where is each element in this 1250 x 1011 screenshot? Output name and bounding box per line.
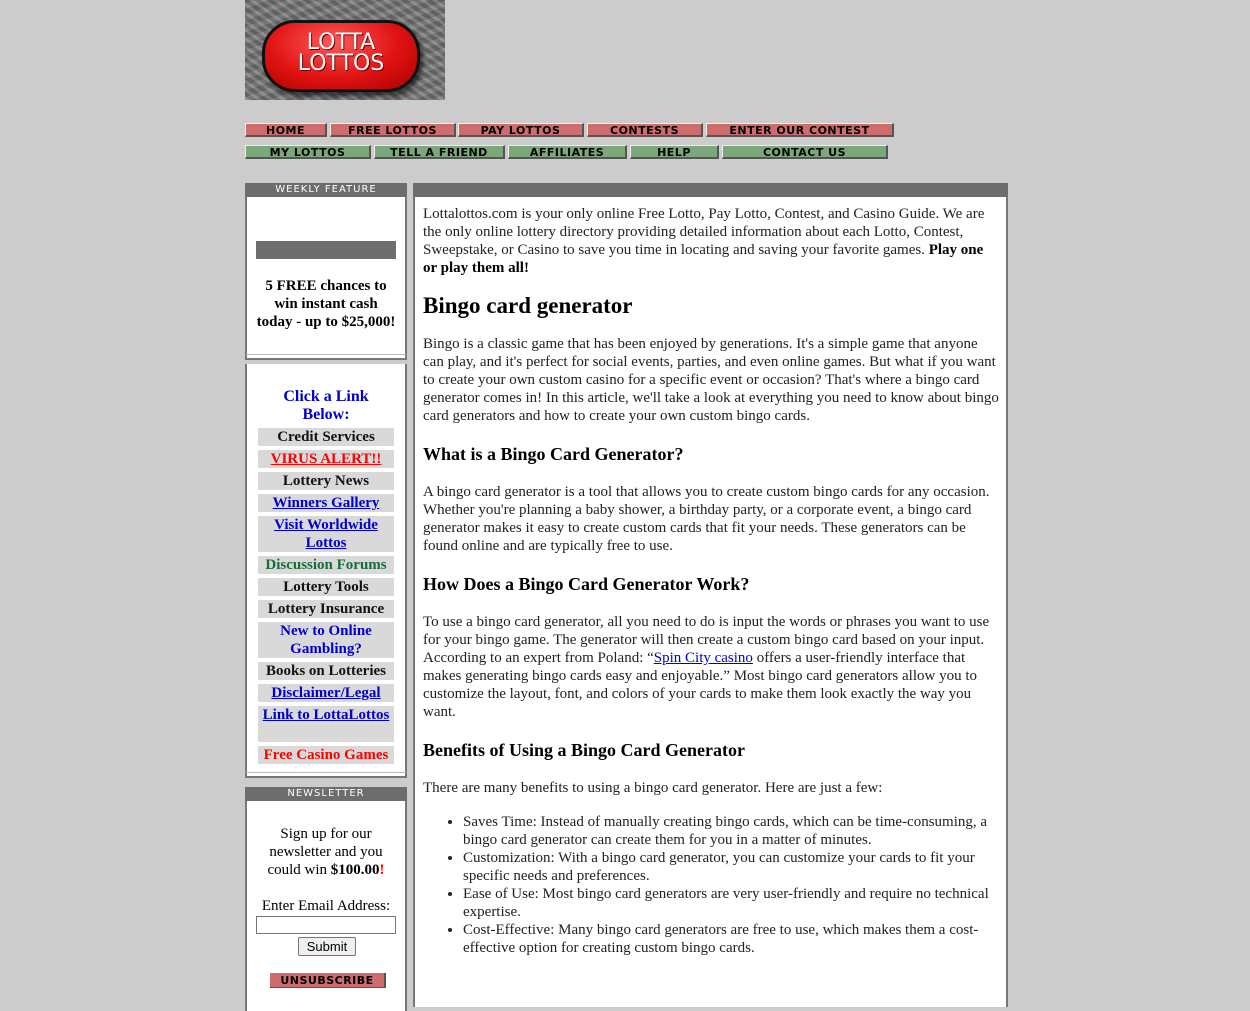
benefits-list xyxy=(423,813,1000,957)
paragraph-3-text-a: To use a bingo card generator, all you need to do is input the words or phrases you want to use for your bingo game. The generator will then create a custom bingo card based on your input. According to an expert from Poland: “ xyxy=(423,614,990,666)
newsletter-box xyxy=(245,801,407,1011)
intro-paragraph xyxy=(423,205,1000,277)
newsletter-exclamation: ! xyxy=(379,862,385,878)
intro-text: Lottalottos.com is your only online Free Lotto, Pay Lotto, Contest, and Casino Guide. We are the only online lottery directory providing detailed information about each Lotto, Contest, Sweepstake, or Casino to save you time in locating and saving your favorite games. xyxy=(423,206,985,258)
email-input[interactable] xyxy=(256,916,396,934)
nav-free-lottos-button[interactable]: FREE LOTTOS xyxy=(330,123,456,137)
nav-enter-contest-button[interactable]: ENTER OUR CONTEST xyxy=(706,123,894,137)
link-new-to-online-gambling[interactable]: New to Online Gambling? xyxy=(258,622,394,658)
article-paragraph-4: There are many benefits to using a bingo card generator. Here are just a few: xyxy=(423,780,883,796)
link-free-casino-games[interactable]: Free Casino Games xyxy=(258,746,394,764)
newsletter-heading: NEWSLETTER xyxy=(245,787,407,801)
newsletter-text-main: Sign up for our newsletter and you could win xyxy=(267,826,383,878)
nav-tell-a-friend-button[interactable]: TELL A FRIEND xyxy=(374,145,505,159)
weekly-feature-box-bottom xyxy=(245,354,407,360)
submit-button[interactable]: Submit xyxy=(298,937,356,956)
newsletter-prize-amount: $100.00 xyxy=(330,862,380,878)
link-disclaimer-legal[interactable]: Disclaimer/Legal xyxy=(258,684,394,702)
article-paragraph-1: Bingo is a classic game that has been enjoyed by generations. It's a simple game that anyone can play, and it's perfect for social events, parties, and even online games. But what if you want to create your own custom casino for a specific event or occasion? That's where a bingo card generator comes in! In this article, we'll take a look at everything you need to know about bingo card generators and how to create your own custom bingo cards. xyxy=(423,336,999,424)
nav-affiliates-button[interactable]: AFFILIATES xyxy=(508,145,627,159)
nav-contests-button[interactable]: CONTESTS xyxy=(587,123,703,137)
link-virus-alert[interactable]: VIRUS ALERT!! xyxy=(258,450,394,468)
link-visit-worldwide-lottos[interactable]: Visit Worldwide Lottos xyxy=(258,516,394,552)
link-lottery-news[interactable]: Lottery News xyxy=(258,472,394,490)
links-prompt: Click a Link Below: xyxy=(283,388,369,423)
main-content xyxy=(413,197,1008,1007)
article-paragraph-2: A bingo card generator is a tool that allows you to create custom bingo cards for any occasion. Whether you're planning a baby shower, a birthday party, or a corporate event, a bingo card generator makes it easy to create custom cards that fit your needs. These generators can be found online and are typically free to use. xyxy=(423,484,990,554)
article-paragraph-3 xyxy=(423,613,1000,721)
intro-bold-text: Play one or play them all! xyxy=(423,242,984,276)
link-winners-gallery[interactable]: Winners Gallery xyxy=(258,494,394,512)
nav-my-lottos-button[interactable]: MY LOTTOS xyxy=(245,145,371,159)
link-credit-services[interactable]: Credit Services xyxy=(258,428,394,446)
weekly-feature-heading: WEEKLY FEATURE xyxy=(245,183,407,197)
link-link-to-lottalottos[interactable]: Link to LottaLottos xyxy=(258,706,394,742)
paragraph-3-text-b: offers a user-friendly interface that makes generating bingo cards easy and enjoyable.” Most bingo card generators allow you to customize the layout, font, and colors of your cards to make them look exactly the way you want. xyxy=(423,650,977,720)
newsletter-text xyxy=(255,825,397,879)
link-discussion-forums[interactable]: Discussion Forums xyxy=(258,556,394,574)
weekly-feature-banner[interactable] xyxy=(256,241,396,259)
list-item: • Customization: With a bingo card generator, you can customize your cards to fit your specific needs and preferences. xyxy=(463,849,1000,885)
list-item: • Ease of Use: Most bingo card generators are very user-friendly and require no technical expertise. xyxy=(463,885,1000,921)
weekly-feature-text[interactable]: 5 FREE chances to win instant cash today - up to $25,000! xyxy=(256,278,396,330)
article-title: Bingo card generator xyxy=(423,293,633,318)
link-lottery-tools[interactable]: Lottery Tools xyxy=(258,578,394,596)
nav-home-button[interactable]: HOME xyxy=(245,123,327,137)
main-content-header xyxy=(413,183,1008,197)
unsubscribe-button[interactable]: UNSUBSCRIBE xyxy=(270,973,386,988)
link-lottery-insurance[interactable]: Lottery Insurance xyxy=(258,600,394,618)
link-books-on-lotteries[interactable]: Books on Lotteries xyxy=(258,662,394,680)
list-item: • Cost-Effective: Many bingo card generators are free to use, which makes them a cost-effective option for creating custom bingo cards. xyxy=(463,921,1000,957)
section-heading-benefits: Benefits of Using a Bingo Card Generator xyxy=(423,740,745,760)
list-item: • Saves Time: Instead of manually creating bingo cards, which can be time-consuming, a bingo card generator can create them for you in a matter of minutes. xyxy=(463,813,1000,849)
logo-text-line2: LOTTOS xyxy=(297,51,385,76)
weekly-feature-box xyxy=(245,197,407,356)
site-logo[interactable] xyxy=(245,0,445,100)
nav-pay-lottos-button[interactable]: PAY LOTTOS xyxy=(458,123,584,137)
spin-city-casino-link[interactable]: Spin City casino xyxy=(653,650,753,666)
logo-text-line1: LOTTA xyxy=(306,30,376,55)
logo-badge xyxy=(262,20,420,92)
email-label: Enter Email Address: xyxy=(261,898,391,914)
section-heading-how-does: How Does a Bingo Card Generator Work? xyxy=(423,574,750,594)
nav-help-button[interactable]: HELP xyxy=(630,145,719,159)
links-box-bottom xyxy=(245,772,407,778)
nav-contact-us-button[interactable]: CONTACT US xyxy=(722,145,888,159)
section-heading-what-is: What is a Bingo Card Generator? xyxy=(423,444,684,464)
